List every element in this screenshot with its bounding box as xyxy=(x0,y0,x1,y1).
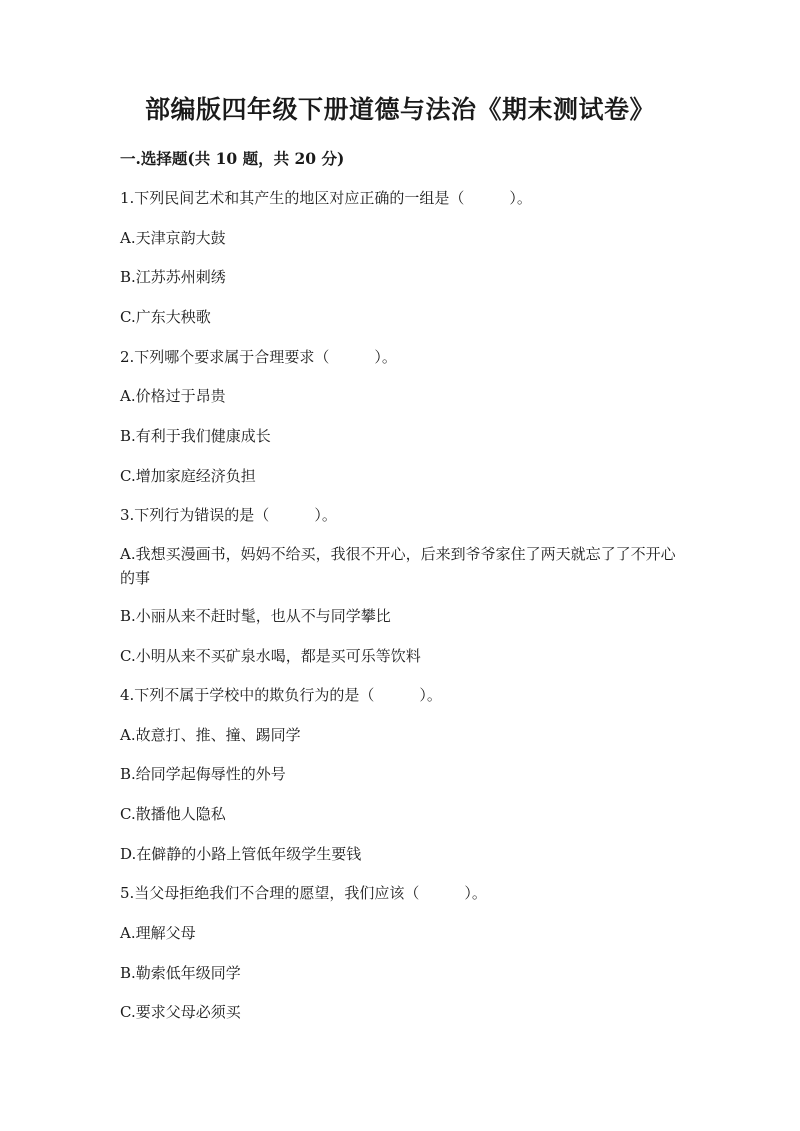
option-5-c: C.要求父母必须买 xyxy=(120,1003,241,1021)
option-3-a: A.我想买漫画书，妈妈不给买，我很不开心，后来到爷爷家住了两天就忘了了不开心的事 xyxy=(120,545,676,587)
option-3-b: B.小丽从来不赶时髦，也从不与同学攀比 xyxy=(120,607,391,625)
option-5-b: B.勒索低年级同学 xyxy=(120,964,241,982)
option-3-c: C.小明从来不买矿泉水喝，都是买可乐等饮料 xyxy=(120,647,421,665)
option-1-b: B.江苏苏州刺绣 xyxy=(120,268,226,286)
section-heading: 一.选择题(共 10 题，共 20 分) xyxy=(120,149,345,168)
question-stem-2: 2.下列哪个要求属于合理要求（ ）。 xyxy=(120,348,397,366)
question-stem-4: 4.下列不属于学校中的欺负行为的是（ ）。 xyxy=(120,686,442,704)
option-1-c: C.广东大秧歌 xyxy=(120,308,211,326)
question-stem-3: 3.下列行为错误的是（ ）。 xyxy=(120,506,337,524)
option-4-d: D.在僻静的小路上管低年级学生要钱 xyxy=(120,845,362,863)
option-2-b: B.有利于我们健康成长 xyxy=(120,427,271,445)
question-stem-1: 1.下列民间艺术和其产生的地区对应正确的一组是（ ）。 xyxy=(120,189,532,207)
option-2-c: C.增加家庭经济负担 xyxy=(120,467,256,485)
option-5-a: A.理解父母 xyxy=(120,924,196,942)
option-4-b: B.给同学起侮辱性的外号 xyxy=(120,765,286,783)
option-4-a: A.故意打、推、撞、踢同学 xyxy=(120,726,301,744)
question-stem-5: 5.当父母拒绝我们不合理的愿望，我们应该（ ）。 xyxy=(120,884,487,902)
option-2-a: A.价格过于昂贵 xyxy=(120,387,226,405)
option-1-a: A.天津京韵大鼓 xyxy=(120,229,226,247)
option-4-c: C.散播他人隐私 xyxy=(120,805,226,823)
page-title: 部编版四年级下册道德与法治《期末测试卷》 xyxy=(144,95,655,124)
